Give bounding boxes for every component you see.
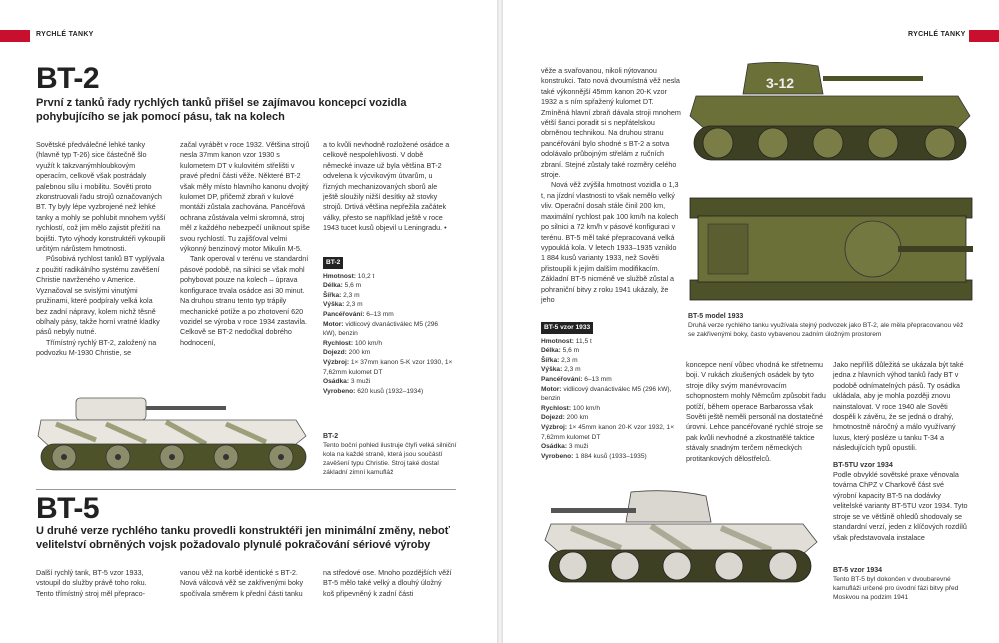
spec-value: 2,3 m <box>564 366 581 374</box>
spec-key: Osádka: <box>541 443 569 451</box>
spec-row <box>323 358 453 377</box>
spec-value: 200 km <box>566 414 589 422</box>
spec-header: BT-2 <box>323 257 343 269</box>
caption-text: Tento BT-5 byl dokončen v dvoubarevné kamufláži určené pro úvodní fázi bitvy před Moskvou na podzim 1941 <box>833 576 959 601</box>
paragraph: Nová věž zvýšila hmotnost vozidla o 1,3 t, na jízdní vlastnosti to však nemělo velký vliv. Operační dosah stále činil 200 km, maximální rychlost pak 100 km/h na kolech po silnici a 72 km/h v pásové konfiguraci v terénu. BT-5 měl také přepracovaná velká vypouklá kola. V letech 1933–1935 vzniklo 1 884 kusů varianty 1933, než Sověti přistoupili k jejím dalším modifikacím. Základní BT-5 nicméně ve službě zůstal a pohraniční bitvy z roku 1941 ukázaly, že jeho <box>541 180 679 304</box>
spec-key: Šířka: <box>541 356 562 364</box>
spec-row <box>541 452 681 462</box>
tank-illustration-bt5-top <box>688 194 978 304</box>
paragraph: Sovětské předválečné lehké tanky (hlavně typ T-26) sice částečně šlo využít k takzvanýmhloubkovým operacím, celkově však postrádaly palebnou sílu i mobilitu. Sověti proto zkonstruovali řadu strojů označovaných BT. Ty byly lépe vyzbrojené než lehké tanky a mohly se pohlubit mnohem vyšší rychlostí, což jim mělo zajistit přežití na bojišti. Tyto výhody konstruktéři vykoupili určitým nárůstem hmotnosti. <box>36 140 166 254</box>
spec-row <box>323 387 453 397</box>
left-page <box>0 0 497 643</box>
spec-key: Výška: <box>541 366 565 374</box>
spec-value: 1 884 kusů (1933–1935) <box>575 452 647 460</box>
spec-row <box>541 442 681 452</box>
paragraph: Jako nepříliš důležitá se ukázala být také jedna z hlavních výhod tanků řady BT v podobě odnímatelných pásů. Ty osádka ukládala, aby je mohla později znovu nainstalovat. V roce 1940 ale Sověti dospěli k závěru, že se jedná o drahý, hmotnostně náročný a málo využívaný luxus, který posléze u tanku T-34 a následujících typů opustili. <box>833 360 964 453</box>
spec-value: 1× 45mm kanon 20-K vzor 1932, 1× 7,62mm kulomet DT <box>541 423 675 441</box>
spec-value: 3 muži <box>568 443 589 451</box>
spec-value: 2,3 m <box>343 291 360 299</box>
spec-row <box>541 365 681 375</box>
accent-bar <box>0 30 30 42</box>
caption-bt5 <box>688 312 968 339</box>
spec-row <box>323 348 453 358</box>
spec-key: Dojezd: <box>541 414 567 422</box>
tank-illustration-bt2-winter <box>36 396 316 476</box>
spec-key: Hmotnost: <box>323 272 358 280</box>
spec-row <box>323 320 453 339</box>
caption-title: BT-2 <box>323 433 339 440</box>
spec-value: 2,3 m <box>346 301 363 309</box>
tank-illustration-bt5-side <box>688 58 978 183</box>
text-column-1 <box>36 140 166 359</box>
spec-key: Rychlost: <box>541 404 573 412</box>
spec-value: 10,2 t <box>357 272 375 280</box>
spec-row <box>323 377 453 387</box>
text-column-3 <box>323 140 453 234</box>
spec-value: 200 km <box>348 349 371 357</box>
turret-number: 3-12 <box>766 75 795 91</box>
spec-value: 6–13 mm <box>366 310 394 318</box>
caption-text: Druhá verze rychlého tanku využívala stejný podvozek jako BT-2, ale měla přepracovanou věž se zakřivenými boky, často vybavenou zadním úložným prostorem <box>688 322 964 338</box>
spec-row <box>541 375 681 385</box>
paragraph: a to kvůli nevhodně rozložené osádce a celkově nespolehlivosti. V době německé invaze už byla většina BT-2 odvelena k výcvikovým útvarům, u řízných mechanizovaných sborů ale ještě sloužily nižší desítky až stovky strojů. Drtivá většina nepřežila začátek války, přesto se například ještě v roce 1943 tucet kusů objevil u Leningradu. • <box>323 140 450 233</box>
paragraph: Podle obvyklé sovětské praxe věnovala továrna ChPZ v Charkově část své výrobní kapacity BT-5 na dodávky velitelské varianty BT-5TU vzor 1934. Tyto stroje se ve většině ohledů shodovaly se standardní verzí, jeden z klíčových rozdílů však představovala instalace <box>833 470 968 542</box>
spec-header: BT-5 vzor 1933 <box>541 322 593 334</box>
spec-value: 100 km/h <box>354 339 382 347</box>
spec-key: Vyrobeno: <box>323 387 358 395</box>
spec-value: 5,6 m <box>344 282 362 290</box>
spec-key: Osádka: <box>323 378 351 386</box>
spec-key: Dojezd: <box>323 349 349 357</box>
spec-value: 3 muži <box>350 378 371 386</box>
spec-value: 100 km/h <box>572 404 600 412</box>
spec-key: Motor: <box>323 320 346 328</box>
spec-row <box>541 413 681 423</box>
spec-value: 11,5 t <box>575 337 592 345</box>
accent-bar <box>969 30 999 42</box>
spec-value: 6–13 mm <box>584 375 612 383</box>
subheading: BT-5TU vzor 1934 <box>833 459 893 469</box>
text-column-2: vanou věž na korbě identické s BT-2. Nová válcová věž se zakřivenými boky spočívala směrem k přední části tanku <box>180 568 304 598</box>
text-column-2: koncepce není vůbec vhodná ke střetnemu boji. V rukách zkušených osádek by tyto stroje díky svým manévrovacím schopnostem mohly Němcům způsobit řadu potíží, během operace Barbarossa však Sověti ještě neměli personál na dostatečné úrovni. Lehce pancéřované rychlé stroje se pak kvůli nevhodné a zkostnatělé taktice stávaly snadným terčem německých protitankových dělostřelců. <box>686 360 826 463</box>
spec-table-bt2 <box>323 257 453 396</box>
spec-row <box>541 404 681 414</box>
lead-bt2: První z tanků řady rychlých tanků přišel se zajímavou koncepcí vozidla pohybujícího se jak pomocí pásu, tak na kolech <box>36 97 407 123</box>
spec-key: Hmotnost: <box>541 337 576 345</box>
spec-row <box>323 281 453 291</box>
spec-row <box>323 291 453 301</box>
caption-bt2 <box>323 432 458 477</box>
caption-bt5-1934 <box>833 566 968 602</box>
spec-key: Délka: <box>541 347 563 355</box>
running-head: RYCHLÉ TANKY <box>908 31 966 38</box>
spec-key: Šířka: <box>323 291 344 299</box>
spec-row <box>541 346 681 356</box>
spec-value: 1× 37mm kanon 5-K vzor 1930, 1× 7,62mm kulomet DT <box>323 358 453 376</box>
spec-value: 620 kusů (1932–1934) <box>357 387 424 395</box>
spec-row <box>323 272 453 282</box>
paragraph: Působivá rychlost tanků BT vyplývala z použití radikálního systému zavěšení Christie navrženého v Americe. Vyznačoval se svislými vinutými pružinami, které podpíraly velká kola bez zadní nápravy, kolem nichž těsně obíhaly pásy, takže horní vratné kladky pásů nebyly nutné. <box>36 254 165 337</box>
running-head: RYCHLÉ TANKY <box>36 31 94 38</box>
spec-key: Vyrobeno: <box>541 452 576 460</box>
section-title-bt5: BT-5 <box>36 492 100 525</box>
right-page <box>503 0 999 643</box>
spec-row <box>541 356 681 366</box>
caption-title: BT-5 vzor 1934 <box>833 567 883 574</box>
text-column-3: na středové ose. Mnoho pozdějších věží BT-5 mělo také velký a dlouhý úložný koš připevněný k zadní části <box>323 568 452 598</box>
spec-key: Pancéřování: <box>541 375 585 383</box>
lead-bt5: U druhé verze rychlého tanku provedli konstruktéři jen minimální změny, neboť velitelství obrněných vojsk požadovalo plynulé pokračování sériové výroby <box>36 525 450 551</box>
caption-title: BT-5 model 1933 <box>688 313 744 320</box>
spec-key: Motor: <box>541 385 564 393</box>
paragraph: Tank operoval v terénu ve standardní pásové podobě, na silnici se však mohl pohybovat pouze na kolech – úprava konfigurace trvala osádce asi 30 minut. Na druhou stranu tento typ trápily mechanické potíže a po zhotovení 620 vozidel se výroba v roce 1934 zastavila. Celkově se BT-2 nedočkal dobrého hodnocení, <box>180 254 309 347</box>
section-title-bt2: BT-2 <box>36 62 100 95</box>
spec-row <box>323 310 453 320</box>
paragraph: věže a svařovanou, nikoli nýtovanou konstrukci. Tato nová dvoumístná věž nesla také výkonnější 45mm kanon 20-K vzor 1932 a s ním spřažený kulomet DT. Zmíněná hlavní zbraň dávala stroji mnohem větší šanci poradit si s nepřátelskou obrněnou technikou. Na druhou stranu pancéřování bylo shodné s BT-2 a sotva odolávalo průbojným střelám z ručních zbraní. Stejné zůstaly také rozměry celého stroje. <box>541 66 681 180</box>
spec-value: 5,6 m <box>562 347 580 355</box>
spec-key: Rychlost: <box>323 339 355 347</box>
spec-key: Výška: <box>323 301 347 309</box>
paragraph: Třímístný rychlý BT-2, založený na podvozku M-1930 Christie, se <box>36 337 157 358</box>
caption-text: Tento boční pohled ilustruje čtyři velká silniční kola na každé straně, která jsou součástí zavěšení typu Christie. Stroj také dostal základní zimní kamufláž <box>323 442 457 476</box>
section-divider <box>36 489 456 490</box>
spec-key: Výzbroj: <box>323 358 351 366</box>
spec-row <box>541 385 681 404</box>
text-column-2 <box>180 140 310 348</box>
tank-illustration-bt5-camo <box>541 488 821 593</box>
spec-value: 2,3 m <box>561 356 578 364</box>
spec-value: vidlicový dvanáctiválec M5 (296 kW), benzin <box>323 320 439 338</box>
spec-row <box>323 300 453 310</box>
spec-row <box>541 337 681 347</box>
spec-key: Výzbroj: <box>541 423 569 431</box>
spec-value: vidlicový dvanáctiválec M5 (296 kW), benzin <box>541 385 672 403</box>
text-column-3 <box>833 360 968 543</box>
spec-key: Pancéřování: <box>323 310 367 318</box>
spec-table-bt5 <box>541 322 681 461</box>
paragraph: začal vyrábět v roce 1932. Většina strojů nesla 37mm kanon vzor 1930 s kulometem DT v kulovitém střelišti v pravé přední části věže. Některé BT-2 však měly místo hlavního kanonu dvojitý kulomet DP, přičemž zbraň v kulové montáži zůstala zachována. Pancéřová ochrana zůstávala velmi skromná, stroj měl z každého nebezpečí uniknout spíše svou rychlostí. Tu zajišťoval velmi výkonný benzinový motor Mikulin M-5. <box>180 140 310 254</box>
text-column-1: Další rychlý tank, BT-5 vzor 1933, vstoupil do služby právě toho roku. Tento třímístný stroj měl přepraco- <box>36 568 147 598</box>
spec-row <box>541 423 681 442</box>
text-column-1 <box>541 66 681 305</box>
spec-row <box>323 339 453 349</box>
spec-key: Délka: <box>323 282 345 290</box>
